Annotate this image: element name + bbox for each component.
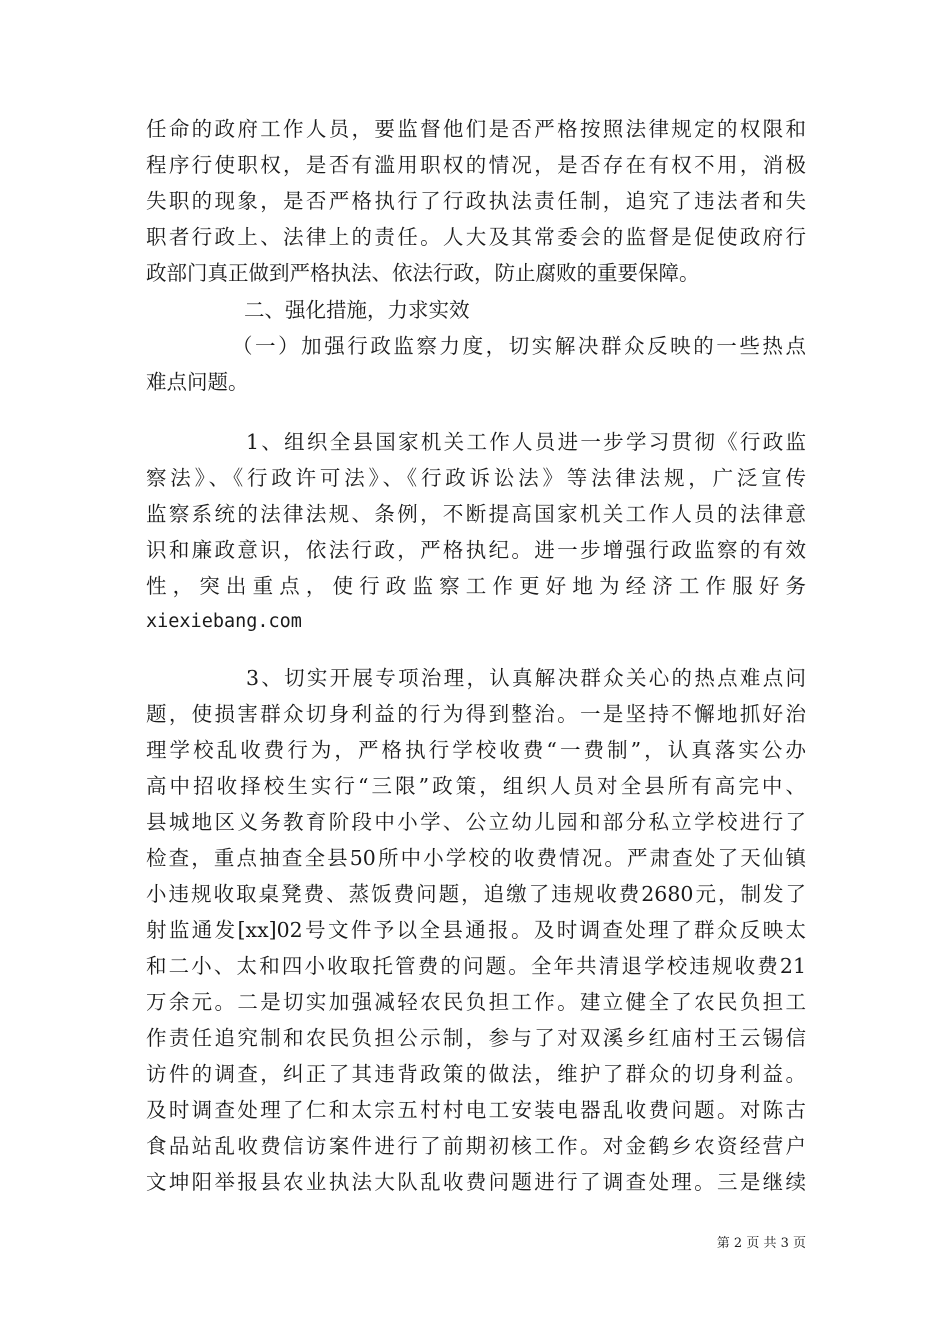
item-3-line-9: 和二小、太和四小收取托管费的问题。全年共清退学校违规收费21 [146,954,806,978]
item-3-line-12: 访件的调查，纠正了其违背政策的做法，维护了群众的切身利益。 [146,1062,806,1086]
body-line-4: 职者行政上、法律上的责任。人大及其常委会的监督是促使政府行 [146,225,806,249]
item-3-line-6: 检查，重点抽查全县50所中小学校的收费情况。严肃查处了天仙镇 [146,846,806,870]
item-3-line-1: 3、切实开展专项治理，认真解决群众关心的热点难点问 [246,666,806,690]
body-line-2: 程序行使职权，是否有滥用职权的情况，是否存在有权不用，消极 [146,153,806,177]
item-1-line-4: 识和廉政意识，依法行政，严格执纪。进一步增强行政监察的有效 [146,538,806,562]
item-1-line-2: 察法》、《行政许可法》、《行政诉讼法》等法律法规，广泛宣传 [146,466,806,490]
item-1-line-1: 1、组织全县国家机关工作人员进一步学习贯彻《行政监 [246,430,806,454]
page-number-footer: 第 2 页 共 3 页 [716,1236,806,1251]
item-1-line-5: 性，突出重点，使行政监察工作更好地为经济工作服好务 [146,574,806,598]
body-line-5: 政部门真正做到严格执法、依法行政，防止腐败的重要保障。 [146,261,700,285]
item-3-line-4: 高中招收择校生实行“三限”政策，组织人员对全县所有高完中、 [146,774,806,798]
item-3-line-7: 小违规收取桌凳费、蒸饭费问题，追缴了违规收费2680元，制发了 [146,882,806,906]
item-3-line-8: 射监通发[xx]02号文件予以全县通报。及时调查处理了群众反映太 [146,918,806,942]
item-3-line-13: 及时调查处理了仁和太宗五村村电工安装电器乱收费问题。对陈古 [146,1098,806,1122]
item-3-line-5: 县城地区义务教育阶段中小学、公立幼儿园和部分私立学校进行了 [146,810,806,834]
body-line-3: 失职的现象，是否严格执行了行政执法责任制，追究了违法者和失 [146,189,806,213]
section-heading: 二、强化措施，力求实效 [244,298,470,322]
item-3-line-11: 作责任追究制和农民负担公示制，参与了对双溪乡红庙村王云锡信 [146,1026,806,1050]
subsection-heading-line-2: 难点问题。 [146,370,249,394]
item-1-url-line: xiexiebang.com [146,611,302,632]
item-3-line-2: 题，使损害群众切身利益的行为得到整治。一是坚持不懈地抓好治 [146,702,806,726]
item-3-line-14: 食品站乱收费信访案件进行了前期初核工作。对金鹤乡农资经营户 [146,1134,806,1158]
item-3-line-10: 万余元。二是切实加强减轻农民负担工作。建立健全了农民负担工 [146,990,806,1014]
body-line-1: 任命的政府工作人员，要监督他们是否严格按照法律规定的权限和 [146,117,806,141]
item-3-line-15: 文坤阳举报县农业执法大队乱收费问题进行了调查处理。三是继续 [146,1170,806,1194]
item-3-line-3: 理学校乱收费行为，严格执行学校收费“一费制”，认真落实公办 [146,738,806,762]
subsection-heading-line-1: （一）加强行政监察力度，切实解决群众反映的一些热点 [232,334,806,358]
item-1-line-3: 监察系统的法律法规、条例，不断提高国家机关工作人员的法律意 [146,502,806,526]
